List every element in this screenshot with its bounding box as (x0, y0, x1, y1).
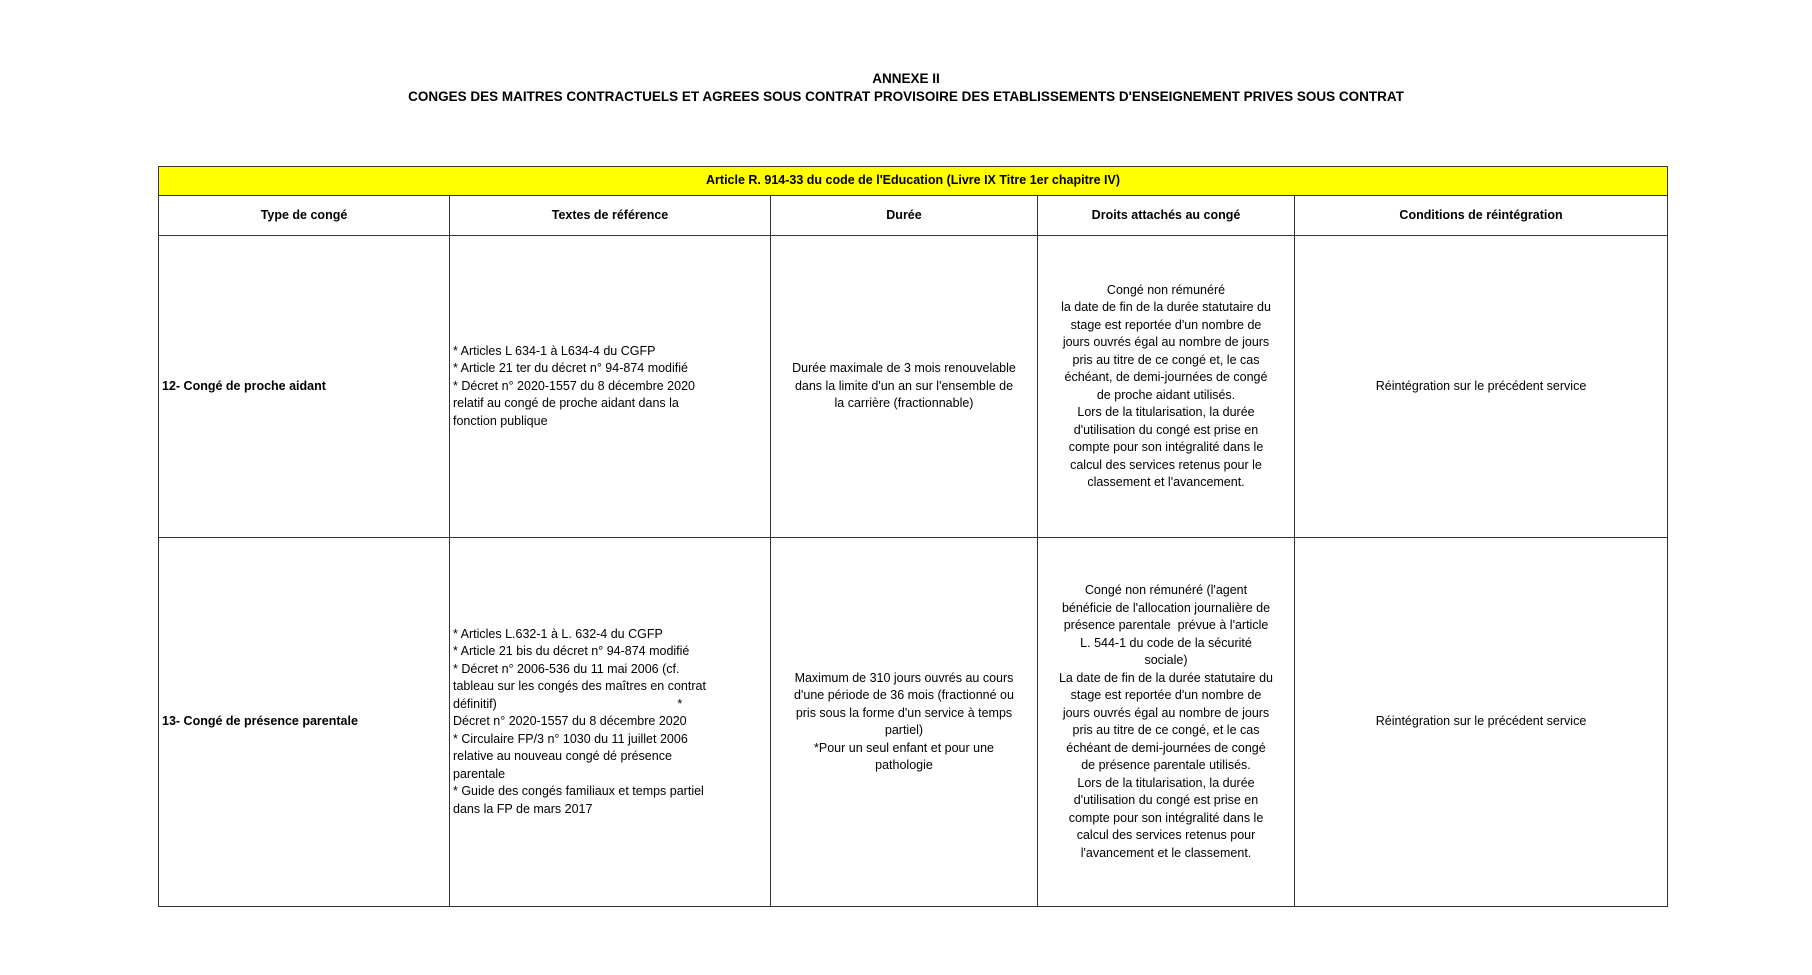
references-cell (450, 236, 771, 538)
document-heading (0, 70, 1812, 106)
column-header-references: Textes de référence (450, 196, 771, 236)
column-header-reinstatement: Conditions de réintégration (1295, 196, 1668, 236)
text-line: tableau sur les congés des maîtres en contrat (453, 679, 706, 694)
duration-cell (771, 538, 1038, 907)
text-line: échéant de demi-journées de congé (1066, 740, 1266, 755)
text-line: * Articles L 634-1 à L634-4 du CGFP (453, 343, 656, 358)
text-line: sociale) (1144, 653, 1188, 667)
text-line: pathologie (875, 758, 933, 772)
text-line: la carrière (fractionnable) (834, 396, 974, 411)
text-line: Durée maximale de 3 mois renouvelable (792, 361, 1016, 376)
text-line: la date de fin de la durée statutaire du (1061, 300, 1271, 314)
text-line: * Circulaire FP/3 n° 1030 du 11 juillet 2006 (453, 731, 688, 746)
text-line: d'une période de 36 mois (fractionné ou (794, 688, 1014, 702)
text-line: définitif) * (453, 696, 683, 711)
text-line: Congé non rémunéré (l'agent (1084, 583, 1248, 597)
text-line: Congé non rémunéré (1106, 282, 1226, 297)
column-header-duration: Durée (771, 196, 1038, 236)
column-header-rights: Droits attachés au congé (1038, 196, 1295, 236)
text-line: stage est reportée d'un nombre de (1070, 317, 1262, 332)
text-line: pris au titre de ce congé, et le cas (1072, 723, 1260, 737)
text-line: Maximum de 310 jours ouvrés au cours (794, 670, 1014, 685)
text-line: * Article 21 bis du décret n° 94-874 modifié (453, 644, 690, 659)
text-line: d'utilisation du congé est prise en (1073, 422, 1259, 437)
text-line: parentale (453, 766, 506, 781)
table-row (159, 236, 1668, 538)
text-line: partiel) (884, 723, 924, 737)
text-line: * Article 21 ter du décret n° 94-874 modifié (453, 361, 688, 376)
rights-cell (1038, 236, 1295, 538)
text-line: échéant, de demi-journées de congé (1064, 370, 1268, 384)
text-line: L. 544-1 du code de la sécurité (1080, 635, 1252, 650)
article-banner: Article R. 914-33 du code de l'Education (Livre IX Titre 1er chapitre IV) (159, 167, 1668, 196)
text-line: pris sous la forme d'un service à temps (795, 705, 1013, 720)
text-line: présence parentale prévue à l'article (1063, 618, 1269, 632)
leave-type-cell: 13- Congé de présence parentale (159, 538, 450, 907)
text-line: bénéficie de l'allocation journalière de (1061, 600, 1271, 615)
reinstatement-cell: Réintégration sur le précédent service (1295, 538, 1668, 907)
table-row (159, 538, 1668, 907)
text-line: * Guide des congés familiaux et temps partiel (453, 784, 704, 799)
text-line: fonction publique (453, 413, 548, 428)
leave-type-cell: 12- Congé de proche aidant (159, 236, 450, 538)
text-line: jours ouvrés égal au nombre de jours (1062, 705, 1270, 720)
column-header-row (159, 196, 1668, 236)
reinstatement-cell: Réintégration sur le précédent service (1295, 236, 1668, 538)
text-line: stage est reportée d'un nombre de (1070, 688, 1262, 702)
text-line: l'avancement et le classement. (1080, 845, 1252, 860)
text-line: pris au titre de ce congé et, le cas (1072, 352, 1260, 367)
text-line: compte pour son intégralité dans le (1068, 440, 1264, 454)
text-line: dans la limite d'un an sur l'ensemble de (794, 378, 1014, 393)
text-line: de présence parentale utilisés. (1081, 758, 1251, 772)
text-line: relative au nouveau congé dé présence (453, 749, 672, 764)
text-line: Lors de la titularisation, la durée (1077, 775, 1255, 790)
rights-cell (1038, 538, 1295, 907)
text-line: Décret n° 2020-1557 du 8 décembre 2020 (453, 714, 687, 729)
text-line: *Pour un seul enfant et pour une (814, 740, 994, 755)
text-line: relatif au congé de proche aidant dans la (453, 396, 679, 411)
text-line: de proche aidant utilisés. (1096, 387, 1236, 402)
text-line: * Décret n° 2006-536 du 11 mai 2006 (cf. (453, 661, 680, 676)
text-line: La date de fin de la durée statutaire du (1058, 670, 1274, 685)
text-line: compte pour son intégralité dans le (1068, 810, 1264, 825)
column-header-type: Type de congé (159, 196, 450, 236)
article-banner-row (159, 167, 1668, 196)
document-title: CONGES DES MAITRES CONTRACTUELS ET AGREES SOUS CONTRAT PROVISOIRE DES ETABLISSEMENTS D'ENSEIGNEMENT PRIVES SOUS CONTRAT (408, 89, 1404, 104)
leave-table (158, 166, 1668, 907)
references-cell (450, 538, 771, 907)
text-line: jours ouvrés égal au nombre de jours (1062, 335, 1270, 349)
annex-label: ANNEXE II (872, 71, 940, 86)
text-line: calcul des services retenus pour le (1070, 457, 1262, 472)
text-line: * Articles L.632-1 à L. 632-4 du CGFP (453, 626, 663, 641)
text-line: calcul des services retenus pour (1076, 828, 1256, 842)
text-line: classement et l'avancement. (1087, 475, 1245, 489)
text-line: dans la FP de mars 2017 (453, 801, 593, 816)
text-line: Lors de la titularisation, la durée (1077, 405, 1255, 419)
duration-cell (771, 236, 1038, 538)
text-line: * Décret n° 2020-1557 du 8 décembre 2020 (453, 378, 695, 393)
text-line: d'utilisation du congé est prise en (1073, 793, 1259, 807)
